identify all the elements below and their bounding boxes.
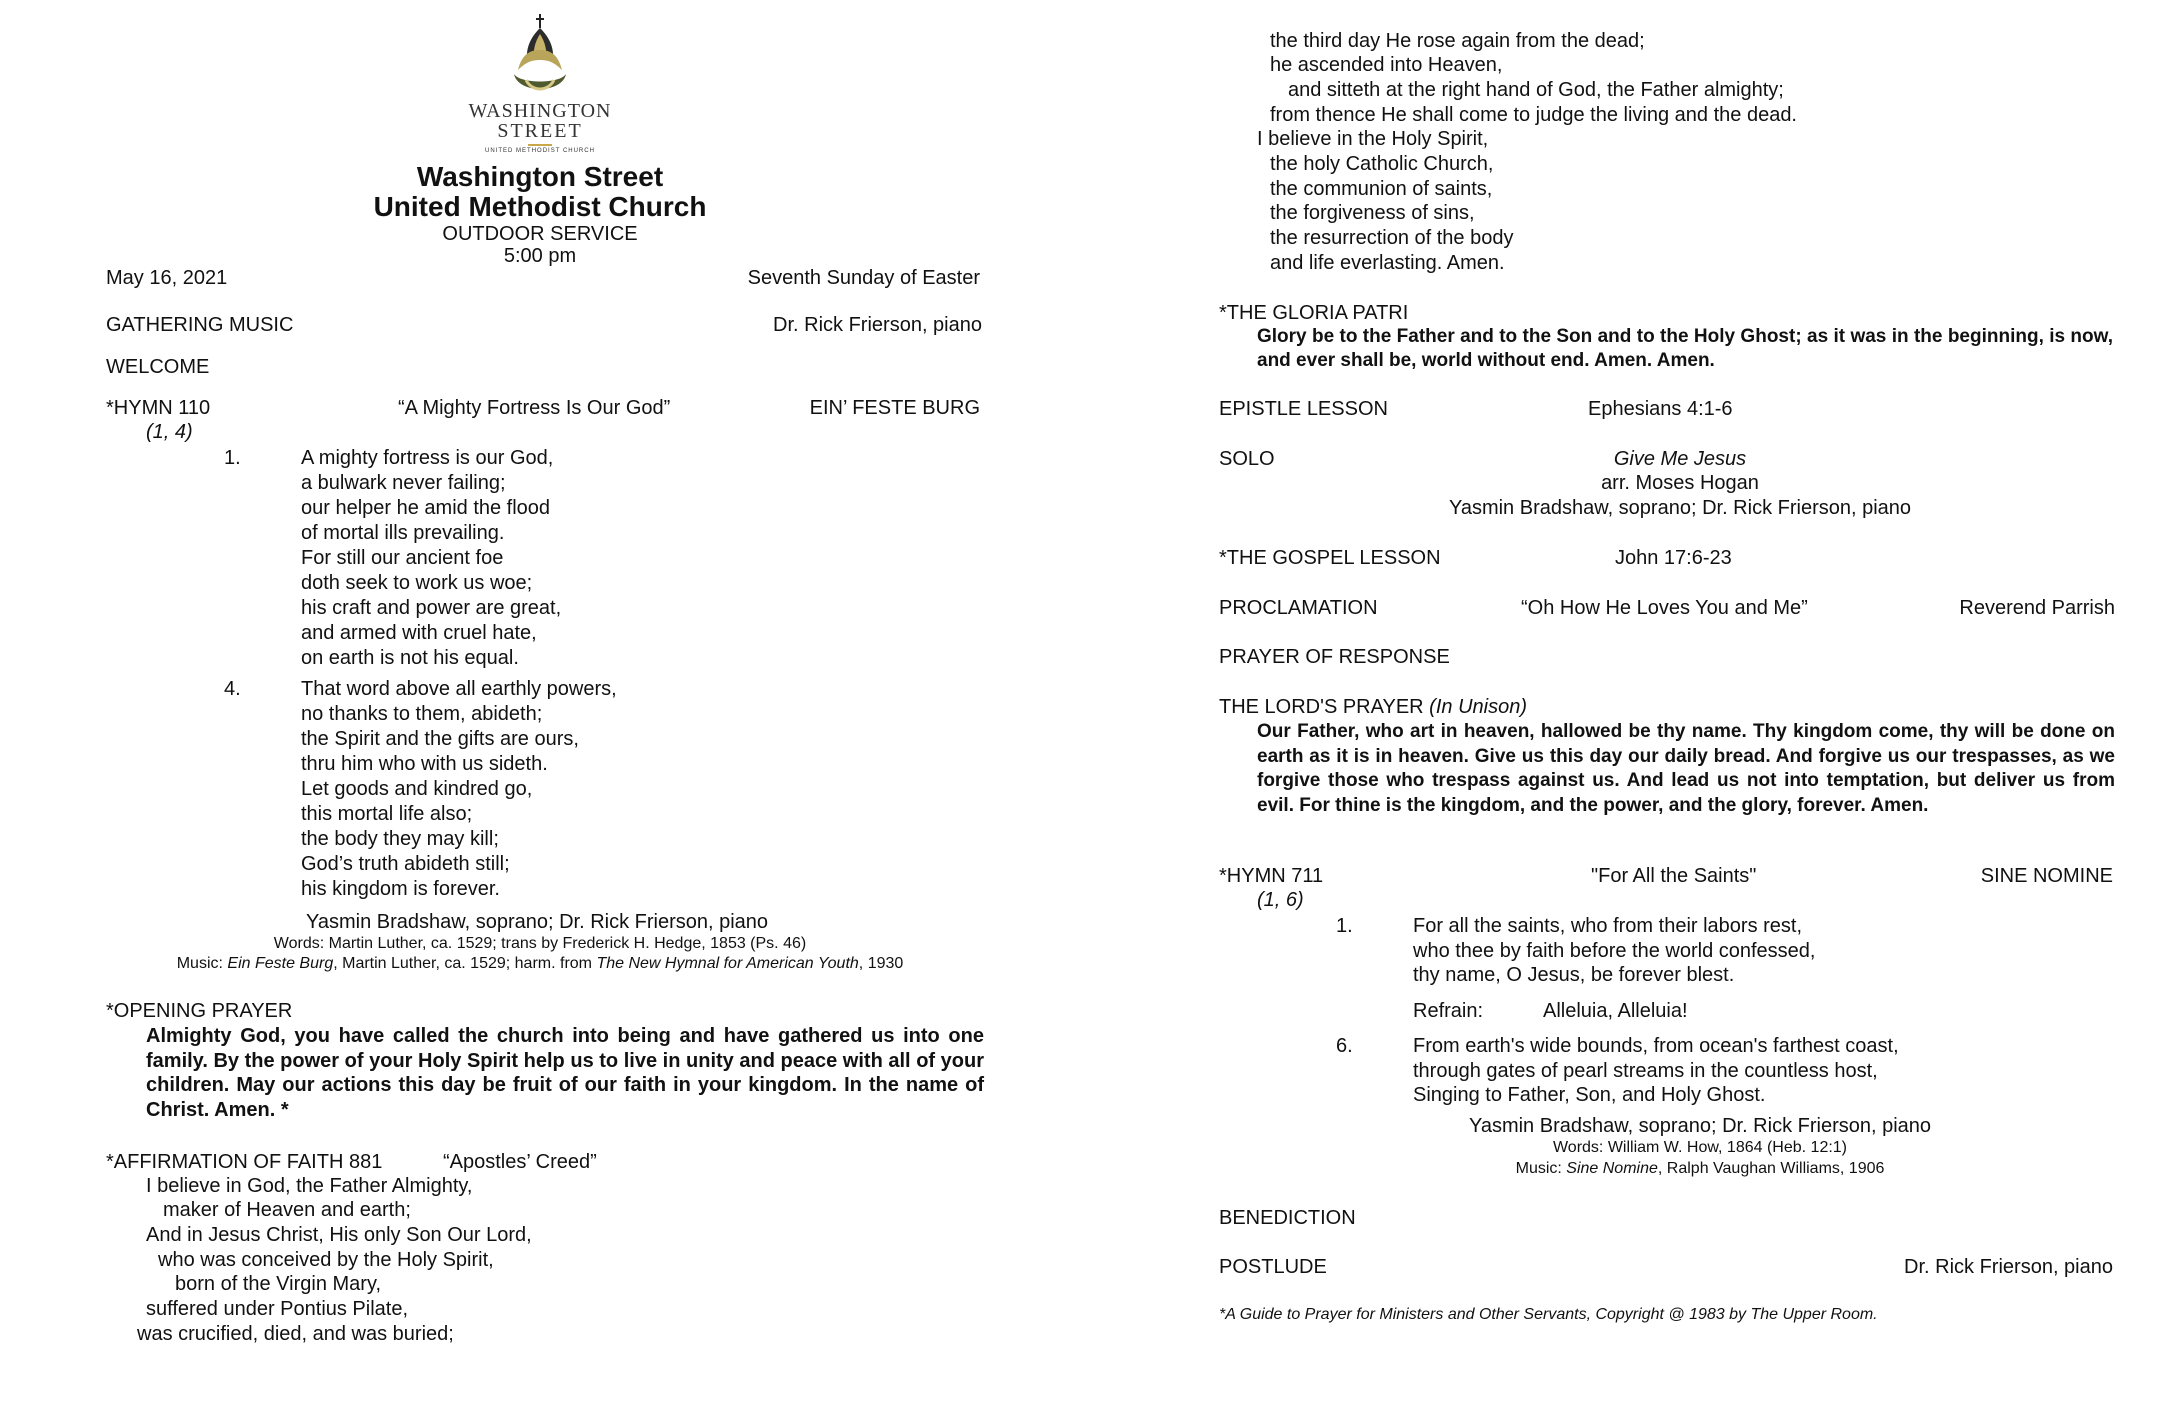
solo-title: SOLO — [1219, 448, 1275, 470]
creed-line: And in Jesus Christ, His only Son Our Lord, — [146, 1224, 532, 1246]
creed-line: was crucified, died, and was buried; — [137, 1323, 454, 1345]
creed-line: and sitteth at the right hand of God, the Father almighty; — [1288, 79, 1784, 101]
lords-prayer-note: (In Unison) — [1429, 696, 1527, 718]
logo-text-washington: WASHINGTON — [468, 100, 612, 122]
benediction-title: BENEDICTION — [1219, 1207, 1356, 1229]
gathering-music-performer: Dr. Rick Frierson, piano — [773, 314, 982, 336]
creed-line: he ascended into Heaven, — [1270, 54, 1503, 76]
hymn-711-song: "For All the Saints" — [1591, 865, 1757, 887]
opening-prayer-text: Almighty God, you have called the church into being and have gathered us into one family. By the power of your Holy Spirit help us to live in unity and peace with all of your children. May our actions this day be fruit of our faith in your kingdom. In the name of Christ. Amen. * — [146, 1025, 984, 1121]
verse-line: thru him who with us sideth. — [301, 753, 548, 775]
verse-line: his craft and power are great, — [301, 597, 562, 619]
hymn-110-tune: EIN’ FESTE BURG — [809, 397, 980, 419]
verse-line: thy name, O Jesus, be forever blest. — [1413, 964, 1735, 986]
hymn-711-title: *HYMN 711 — [1219, 865, 1324, 887]
prayer-of-response-title: PRAYER OF RESPONSE — [1219, 646, 1450, 668]
verse-line: on earth is not his equal. — [301, 647, 519, 669]
creed-line: from thence He shall come to judge the living and the dead. — [1270, 104, 1797, 126]
welcome-title: WELCOME — [106, 356, 210, 378]
opening-prayer-title: *OPENING PRAYER — [106, 1000, 293, 1022]
gloria-patri-text: Glory be to the Father and to the Son and to the Holy Ghost; as it was in the beginning, is now, and ever shall be, world without end. Amen. Amen. — [1257, 326, 2113, 371]
logo-text-umc: UNITED METHODIST CHURCH — [485, 148, 595, 154]
hymn-711-verse-1-number: 1. — [1336, 915, 1353, 937]
hymn-110-title: *HYMN 110 — [106, 397, 211, 419]
verse-line: of mortal ills prevailing. — [301, 522, 505, 544]
verse-line: his kingdom is forever. — [301, 878, 500, 900]
affirmation-subtitle: “Apostles’ Creed” — [443, 1151, 597, 1173]
lords-prayer-title: THE LORD'S PRAYER (In Unison) — [1219, 696, 1527, 718]
verse-line: through gates of pearl streams in the countless host, — [1413, 1060, 1878, 1082]
gospel-title: *THE GOSPEL LESSON — [1219, 547, 1441, 569]
hymn-711-performers: Yasmin Bradshaw, soprano; Dr. Rick Frierson, piano — [1468, 1115, 1932, 1137]
verse-line: a bulwark never failing; — [301, 472, 506, 494]
verse-line: the body they may kill; — [301, 828, 499, 850]
creed-line: the communion of saints, — [1270, 178, 1493, 200]
verse-line: our helper he amid the flood — [301, 497, 551, 519]
service-name: OUTDOOR SERVICE — [442, 223, 638, 245]
verse-line: no thanks to them, abideth; — [301, 703, 543, 725]
solo-arranger: arr. Moses Hogan — [1601, 472, 1759, 494]
gloria-patri-title: *THE GLORIA PATRI — [1219, 302, 1409, 324]
creed-line: and life everlasting. Amen. — [1270, 252, 1505, 274]
hymn-110-music-credit: Music: Ein Feste Burg, Martin Luther, ca. 1529; harm. from The New Hymnal for American Youth, 1930 — [176, 955, 904, 972]
hymn-711-refrain: Alleluia, Alleluia! — [1543, 1000, 1688, 1022]
hymn-711-words-credit: Words: William W. How, 1864 (Heb. 12:1) — [1552, 1139, 1848, 1156]
hymn-711-tune: SINE NOMINE — [1980, 865, 2113, 887]
verse-line: That word above all earthly powers, — [301, 678, 617, 700]
hymn-110-verse-4 — [301, 677, 617, 902]
creed-line: who was conceived by the Holy Spirit, — [158, 1249, 494, 1271]
church-logo-icon — [508, 14, 572, 100]
church-name-line-1: Washington Street — [416, 161, 664, 192]
solo-song: Give Me Jesus — [1613, 448, 1747, 470]
creed-line: born of the Virgin Mary, — [175, 1273, 382, 1295]
creed-line: the resurrection of the body — [1270, 227, 1514, 249]
creed-line: I believe in God, the Father Almighty, — [146, 1175, 473, 1197]
verse-line: Singing to Father, Son, and Holy Ghost. — [1413, 1084, 1766, 1106]
creed-line: suffered under Pontius Pilate, — [146, 1298, 409, 1320]
verse-line: From earth's wide bounds, from ocean's farthest coast, — [1413, 1035, 1899, 1057]
creed-line: the third day He rose again from the dead; — [1270, 30, 1645, 52]
postlude-title: POSTLUDE — [1219, 1256, 1327, 1278]
verse-line: the Spirit and the gifts are ours, — [301, 728, 579, 750]
proclamation-title: PROCLAMATION — [1219, 597, 1378, 619]
logo-text-street: STREET — [497, 120, 583, 142]
gathering-music-title: GATHERING MUSIC — [106, 314, 294, 336]
logo-wordmark — [440, 101, 640, 155]
creed-line: maker of Heaven and earth; — [163, 1199, 411, 1221]
verse-line: For all the saints, who from their labors rest, — [1413, 915, 1803, 937]
verse-line: who thee by faith before the world confessed, — [1413, 940, 1816, 962]
service-date: May 16, 2021 — [106, 267, 228, 289]
copyright-footnote: *A Guide to Prayer for Ministers and Other Servants, Copyright @ 1983 by The Upper Room. — [1219, 1306, 1878, 1323]
hymn-711-refrain-label: Refrain: — [1413, 1000, 1484, 1022]
verse-line: this mortal life also; — [301, 803, 473, 825]
creed-line: the holy Catholic Church, — [1270, 153, 1494, 175]
verse-line: doth seek to work us woe; — [301, 572, 533, 594]
lords-prayer-text: Our Father, who art in heaven, hallowed be thy name. Thy kingdom come, thy will be done on earth as it is in heaven. Give us this day our daily bread. And forgive us our trespasses, as we forgive those who trespass against us. And lead us not into temptation, but deliver us from evil. For thine is the kingdom, and the power, and the glory, forever. Amen. — [1257, 721, 2115, 816]
verse-line: A mighty fortress is our God, — [301, 447, 554, 469]
hymn-711-verse-6-number: 6. — [1336, 1035, 1353, 1057]
epistle-reference: Ephesians 4:1-6 — [1588, 398, 1733, 420]
proclamation-preacher: Reverend Parrish — [1959, 597, 2115, 619]
hymn-110-verse-1-number: 1. — [224, 447, 241, 469]
hymn-110-song: “A Mighty Fortress Is Our God” — [398, 397, 671, 419]
liturgical-day: Seventh Sunday of Easter — [747, 267, 980, 289]
hymn-711-music-credit: Music: Sine Nomine, Ralph Vaughan Williams, 1906 — [1515, 1160, 1885, 1177]
hymn-110-verse-4-number: 4. — [224, 678, 241, 700]
service-time: 5:00 pm — [503, 245, 577, 267]
church-name-line-2: United Methodist Church — [373, 191, 707, 222]
verse-line: For still our ancient foe — [301, 547, 504, 569]
epistle-title: EPISTLE LESSON — [1219, 398, 1388, 420]
hymn-110-words-credit: Words: Martin Luther, ca. 1529; trans by Frederick H. Hedge, 1853 (Ps. 46) — [273, 935, 807, 952]
creed-line: I believe in the Holy Spirit, — [1257, 128, 1489, 150]
creed-line: the forgiveness of sins, — [1270, 202, 1475, 224]
verse-line: Let goods and kindred go, — [301, 778, 533, 800]
affirmation-title: *AFFIRMATION OF FAITH 881 — [106, 1151, 383, 1173]
hymn-110-verse-1 — [301, 446, 561, 671]
hymn-110-performers: Yasmin Bradshaw, soprano; Dr. Rick Frierson, piano — [306, 911, 769, 933]
hymn-711-verses: (1, 6) — [1257, 889, 1304, 911]
verse-line: God’s truth abideth still; — [301, 853, 510, 875]
hymn-110-verses: (1, 4) — [146, 421, 193, 443]
proclamation-sermon: “Oh How He Loves You and Me” — [1521, 597, 1808, 619]
postlude-performer: Dr. Rick Frierson, piano — [1904, 1256, 2113, 1278]
gospel-reference: John 17:6-23 — [1615, 547, 1732, 569]
verse-line: and armed with cruel hate, — [301, 622, 537, 644]
solo-performers: Yasmin Bradshaw, soprano; Dr. Rick Frierson, piano — [1448, 497, 1912, 519]
